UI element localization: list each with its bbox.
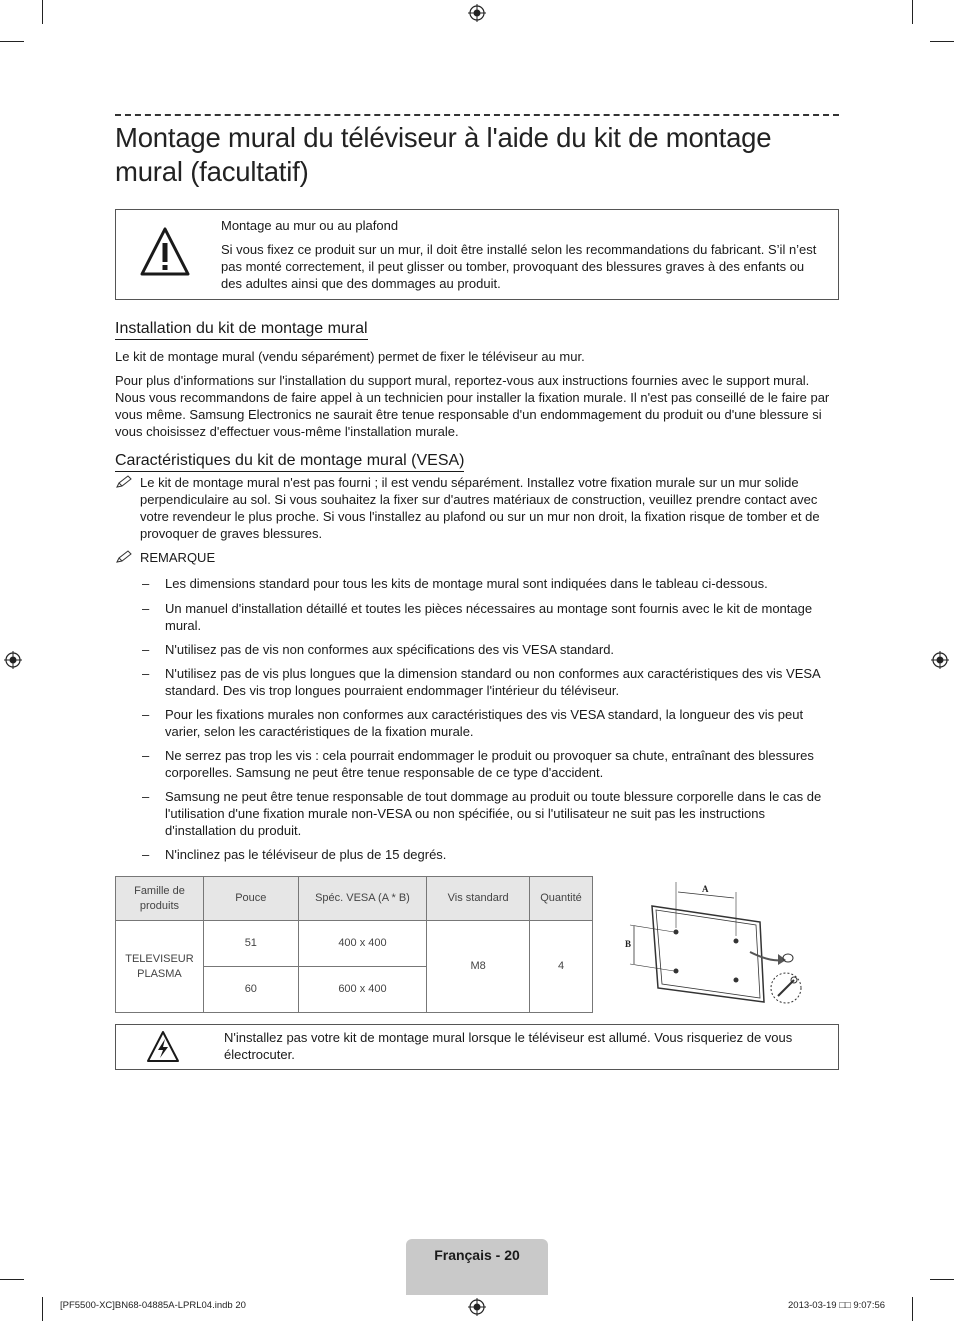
registration-mark-icon [468,4,486,22]
registration-mark-icon [468,1298,486,1316]
crop-mark [42,0,43,24]
footer-timestamp: 2013-03-19 □□ 9:07:56 [788,1300,886,1311]
table-header: Vis standard [427,877,530,921]
electric-shock-warning-box [115,1024,839,1070]
dimension-label-b: B [625,939,632,949]
dimension-label-a: A [702,884,709,894]
page-number: Français - 20 [434,1247,520,1263]
table-header: Spéc. VESA (A * B) [298,877,427,921]
warning-box [115,209,839,300]
crop-mark [930,1279,954,1280]
table-header-row [116,877,593,921]
tv-back-vesa-diagram [620,878,820,1008]
table-header: Quantité [530,877,593,921]
crop-mark [0,1279,24,1280]
note-text: Le kit de montage mural n'est pas fourni ; il est vendu séparément. Installez votre fixation murale sur un mur solide perpendiculaire au sol. Si vous souhaitez la fixer sur d'autres matériaux de construction, veuillez prendre contact avec votre revendeur le plus proche. Si vous l'installez au plafond ou sur un mur non droit, la fixation risque de tomber et de provoquer de graves blessures. [140,475,820,541]
table-cell-qty: 4 [530,921,593,1013]
crop-mark [930,41,954,42]
paragraph: Le kit de montage mural (vendu séparément) permet de fixer le téléviseur au mur. [115,349,585,364]
table-cell: 60 [203,967,298,1013]
registration-mark-icon [931,651,949,669]
note-label: REMARQUE [140,550,216,565]
registration-mark-icon [4,651,22,669]
warning-text: Si vous fixez ce produit sur un mur, il doit être installé selon les recommandations du fabricant. S’il n’est pas monté correctement, il peut glisser ou tomber, provoquant des blessures graves à des enfants ou des adultes ainsi que des dommages au produit. [221,242,817,291]
section-heading-installation: Installation du kit de montage mural [115,319,368,340]
table-row [116,921,593,967]
table-header: Pouce [203,877,298,921]
table-header: Famille de produits [116,877,204,921]
vesa-spec-table [115,876,593,1013]
crop-mark [912,0,913,24]
table-cell-screw: M8 [427,921,530,1013]
page-number-tab [406,1239,548,1295]
paragraph: Pour plus d'informations sur l'installation du support mural, reportez-vous aux instructions fournies avec le support mural. Nous vous recommandons de faire appel à un technicien pour installer la fixation murale. Il n'est pas conseillé de le faire par vous même. Samsung Electronics ne saurait être tenue responsable d'un endommagement du produit ou d'une blessure si vous choisissez d'effectuer vous-même l'installation murale. [115,373,830,439]
shock-warning-text: N'installez pas votre kit de montage mural lorsque le téléviseur est allumé. Vous risqueriez de vous électrocuter. [224,1030,793,1062]
section-heading-vesa: Caractéristiques du kit de montage mural (VESA) [115,451,464,472]
warning-heading: Montage au mur ou au plafond [221,218,399,233]
table-cell: 600 x 400 [298,967,427,1013]
pencil-note-icon [115,550,133,564]
electric-shock-icon [146,1030,180,1064]
warning-triangle-icon [140,226,190,278]
table-cell-family: TELEVISEUR PLASMA [116,921,204,1013]
table-cell: 400 x 400 [298,921,427,967]
footer-file-info: [PF5500-XC]BN68-04885A-LPRL04.indb 20 [60,1300,246,1311]
pencil-note-icon [115,475,133,489]
title-divider [115,114,839,116]
crop-mark [0,41,24,42]
crop-mark [42,1297,43,1321]
table-cell: 51 [203,921,298,967]
page-title: Montage mural du téléviseur à l'aide du kit de montage mural (facultatif) [115,122,772,187]
crop-mark [912,1297,913,1321]
